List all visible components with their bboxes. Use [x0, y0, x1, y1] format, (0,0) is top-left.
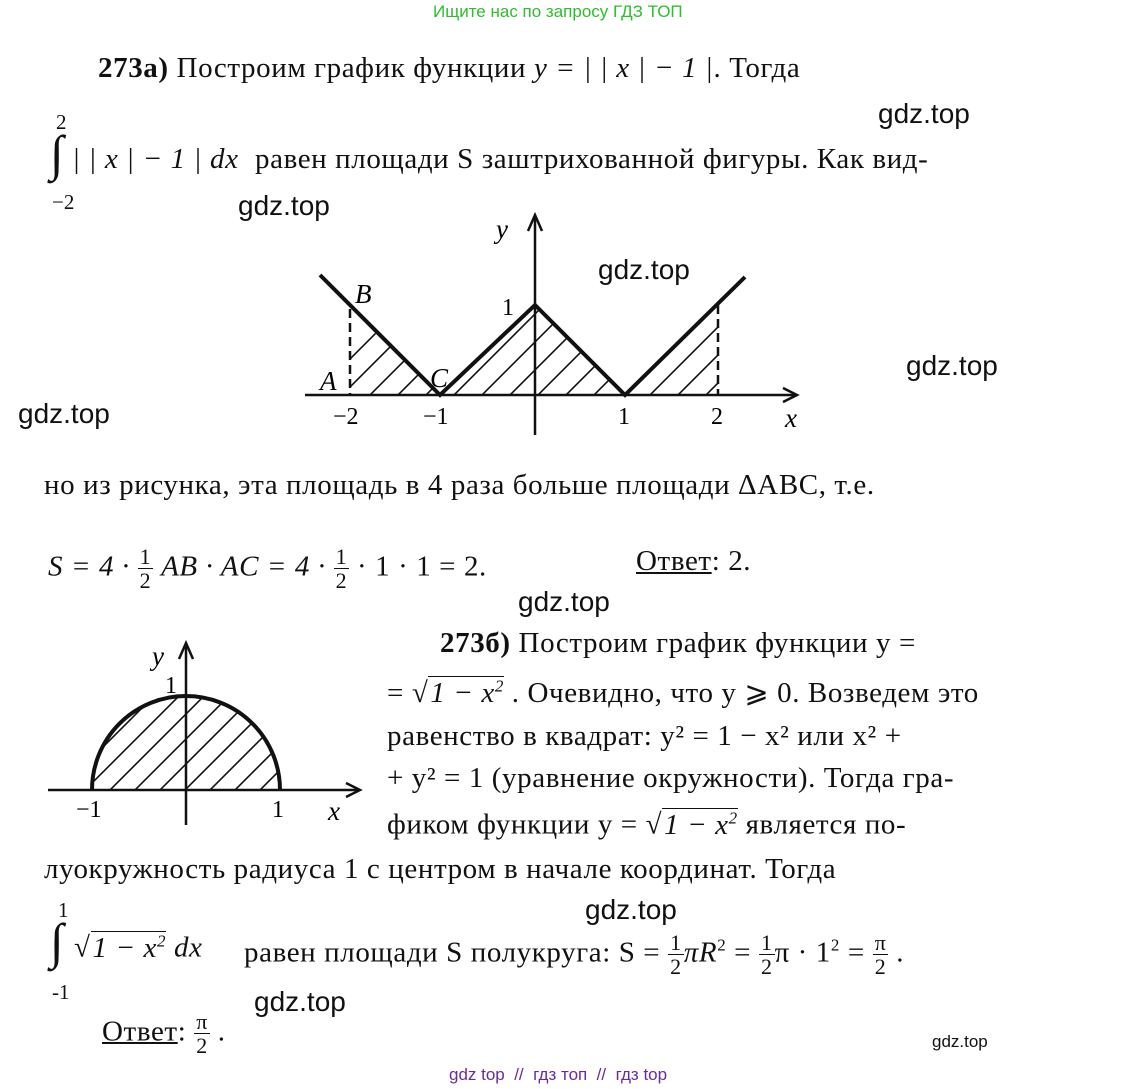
text: фиком функции y = — [387, 808, 638, 841]
sqrt-text: 1 − x — [92, 931, 157, 964]
problem-number: 273б) — [440, 627, 511, 659]
text: Построим график функции — [176, 52, 527, 84]
watermark: gdz.top — [238, 190, 330, 221]
x-tick-neg1: −1 — [423, 404, 449, 430]
formula: y = | | x | − 1 | — [534, 52, 714, 84]
answer-value: : 2. — [711, 545, 752, 577]
problem-273b-integral — [74, 931, 203, 965]
x-tick-1: 1 — [618, 404, 630, 430]
numerator: π — [874, 930, 887, 955]
point-c-label: C — [430, 363, 449, 393]
sqrt-text: 1 − x — [430, 677, 495, 709]
x-axis-label: x — [328, 796, 340, 826]
y-axis-label: y — [152, 641, 164, 671]
watermark: gdz.top — [18, 398, 110, 429]
text: : — [177, 1015, 187, 1048]
denominator: 2 — [196, 1033, 208, 1059]
x-tick-1: 1 — [272, 797, 284, 823]
watermark: gdz.top — [585, 894, 677, 925]
watermark: gdz.top — [518, 586, 610, 617]
watermark: gdz.top — [906, 350, 998, 381]
text: Построим график функции y = — [518, 627, 916, 659]
x-tick-2: 2 — [711, 404, 723, 430]
fraction-pi-half — [873, 931, 889, 978]
problem-273b-line7: равен площади S полукруга: S = $\frac{1}{2}$ $\pi R^2$ = $\frac{1}{2}$ $\pi \cdot 1^2$ = $\frac{\pi}{2}$ . — [244, 930, 905, 980]
sqrt-sign: √ — [74, 931, 91, 964]
text: = — [734, 936, 752, 969]
text: = — [387, 677, 404, 709]
y-axis-label: y — [496, 214, 508, 244]
answer-273a — [636, 545, 751, 578]
denominator: 2 — [335, 568, 348, 594]
problem-273b-line6: луокружность радиуса 1 с центром в начале координат. Тогда — [44, 853, 837, 885]
problem-273a-line1 — [98, 52, 800, 85]
numerator: 1 — [139, 544, 152, 569]
power: 2 — [156, 931, 167, 950]
problem-273a-formula — [48, 545, 487, 592]
text: = — [847, 936, 865, 969]
numerator: 1 — [670, 930, 682, 955]
formula-part: · 1 · 1 = 2. — [357, 550, 487, 583]
fraction-half — [334, 545, 350, 592]
sqrt-text: 1 − x — [664, 808, 729, 841]
integrand: | | x | − 1 | dx — [72, 143, 239, 175]
numerator: 1 — [335, 544, 348, 569]
text: π · 1 — [774, 936, 831, 969]
formula-part: S = 4 · — [48, 550, 130, 583]
text: πR — [683, 936, 718, 969]
dx: dx — [173, 931, 203, 964]
power: 2 — [728, 808, 738, 827]
fraction-half — [668, 931, 684, 978]
x-axis-label: x — [785, 403, 797, 433]
answer-273b: Ответ: $\frac{\pi}{2}$ . — [102, 1009, 226, 1059]
text: является по- — [745, 808, 907, 841]
fraction-half — [138, 545, 154, 592]
integral-lower-limit: −2 — [52, 190, 75, 214]
watermark: gdz.top — [254, 986, 346, 1017]
integral-sign: ∫ — [50, 913, 64, 969]
power: 2 — [494, 676, 504, 696]
numerator: π — [196, 1009, 208, 1034]
formula-part: AB · AC = 4 · — [161, 550, 326, 583]
denominator: 2 — [874, 954, 887, 980]
answer-label: Ответ — [636, 545, 712, 577]
problem-273a-line3: но из рисунка, эта площадь в 4 раза больше площади ΔABC, т.е. — [44, 469, 875, 501]
integral-upper-limit: 2 — [56, 110, 67, 134]
graph-273a — [280, 205, 840, 445]
x-tick-neg2: −2 — [333, 404, 359, 430]
y-tick-1: 1 — [502, 295, 514, 321]
watermark: gdz.top — [932, 1032, 988, 1051]
y-tick-1: 1 — [165, 673, 177, 699]
numerator: 1 — [760, 930, 773, 955]
watermark: gdz.top — [878, 98, 970, 129]
x-tick-neg1: −1 — [76, 797, 102, 823]
point-a-label: A — [320, 366, 337, 396]
problem-273b-line3: равенство в квадрат: y² = 1 − x² или x² + — [387, 720, 902, 752]
function-graph — [320, 275, 745, 395]
denominator: 2 — [139, 568, 152, 594]
integral-sign: ∫ — [50, 125, 64, 181]
power: 2 — [830, 935, 841, 955]
denominator: 2 — [760, 954, 773, 980]
integral-upper-limit: 1 — [58, 898, 69, 922]
graph-273b — [40, 635, 370, 835]
answer-label: Ответ — [102, 1015, 178, 1048]
text: равен площади S полукруга: S = — [244, 936, 661, 969]
watermark: gdz.top — [598, 254, 690, 285]
point-b-label: B — [355, 279, 372, 309]
sqrt-body — [91, 931, 167, 964]
footer-links[interactable]: gdz top // гдз топ // гдз top — [449, 1065, 668, 1084]
fraction-pi-half — [194, 1010, 210, 1057]
sqrt-body — [428, 676, 504, 709]
text: . Очевидно, что y ⩾ 0. Возведем это — [511, 677, 979, 709]
search-hint-link[interactable]: Ищите нас по запросу ГДЗ ТОП — [433, 2, 683, 21]
integral-lower-limit: -1 — [52, 980, 70, 1004]
problem-273b-line5 — [387, 808, 906, 842]
power: 2 — [717, 935, 727, 955]
problem-273b-line2 — [387, 675, 979, 710]
sqrt-sign: √ — [411, 677, 429, 709]
problem-number: 273а) — [98, 52, 169, 84]
problem-273b-line1 — [440, 627, 916, 660]
problem-273b-line4: + y² = 1 (уравнение окружности). Тогда гра- — [387, 762, 955, 794]
sqrt-sign: √ — [645, 808, 663, 841]
problem-273a-line2: равен площади S заштрихованной фигуры. Как вид- — [255, 143, 929, 175]
fraction-half — [759, 931, 775, 978]
denominator: 2 — [670, 954, 682, 980]
text: . Тогда — [713, 52, 801, 84]
sqrt-body — [662, 808, 738, 841]
